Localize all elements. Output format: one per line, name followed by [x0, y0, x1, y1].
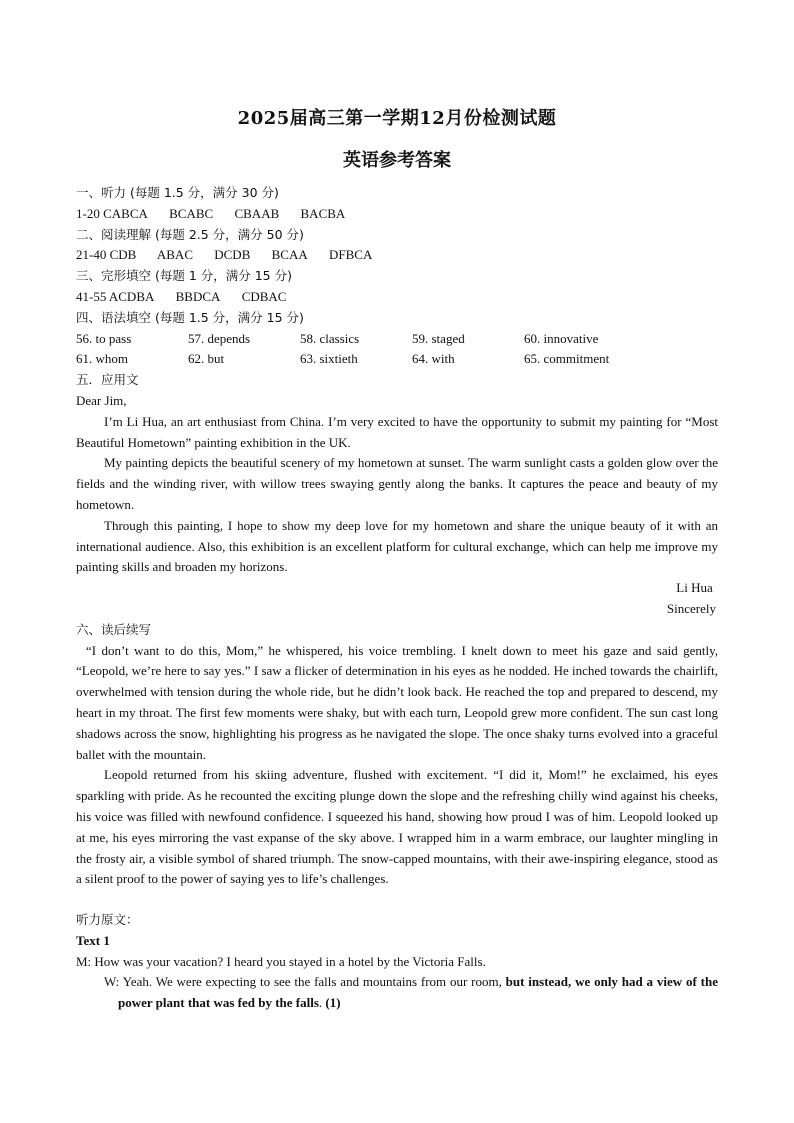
letter-closing: Sincerely [666, 600, 716, 616]
transcript-heading: 听力原文： [76, 912, 139, 928]
transcript-w-punct: . [318, 995, 326, 1011]
letter-greeting: Dear Jim, [76, 392, 127, 408]
cloze-heading: 三、完形填空 (每题 1 分，满分 15 分) [76, 268, 292, 284]
reading-range: 21-40 [76, 247, 110, 263]
continuation-paragraph: Leopold returned from his skiing adventure, flushed with excitement. “I did it, Mom!” he exclaimed, his eyes sparkling with pride. As he recounted the exciting plunge down the slope and the refreshing chilly wind against his cheeks, his voice was filled with newfound confidence. I squeezed his hand, showing how proud I was of him. Leopold looked up at me, his eyes mirroring the vast expanse of the sky above. I wrapped him in a warm embrace, our laughter mingling in the frosty air, a visible symbol of shared triumph. The snow-capped mountains, with their awe-inspiring elegance, stood as a silent proof to the power of saying yes to life’s challenges. [76, 767, 718, 887]
grammar-answer: 63. sixtieth [300, 351, 358, 367]
letter-paragraph: My painting depicts the beautiful scenery of my hometown at sunset. The warm sunlight casts a golden glow over the fields and the winding river, with willow trees swaying gently along the banks. It captures the peace and beauty of my hometown. [76, 455, 718, 512]
continuation-heading: 六、读后续写 [76, 621, 152, 637]
answer-content [76, 183, 718, 1014]
answer-group: ACDBA [108, 288, 155, 304]
listening-heading: 一、听力 (每题 1.5 分，满分 30 分) [76, 185, 279, 200]
cloze-range: 41-55 [76, 288, 109, 304]
transcript-line-m: M: How was your vacation? I heard you stayed in a hotel by the Victoria Falls. [76, 953, 486, 969]
reading-heading: 二、阅读理解 (每题 2.5 分，满分 50 分) [76, 226, 304, 242]
answer-group: BCABC [169, 205, 214, 221]
transcript-line-w [76, 972, 718, 1014]
cloze-answers [76, 287, 718, 308]
answer-group: DCDB [214, 247, 251, 263]
transcript-w-key-text: but instead, we only had a view of the power plant that was fed by the falls [118, 974, 718, 1011]
answer-group: BBDCA [175, 288, 221, 304]
grammar-answer: 56. to pass [76, 330, 132, 346]
grammar-answer: 61. whom [76, 351, 128, 367]
page-title: 2025届高三第一学期12月份检测试题 [237, 108, 557, 129]
signature-name-text: Li Hua [676, 580, 713, 596]
letter-paragraph: Through this painting, I hope to show my deep love for my hometown and share the unique beauty of it with an international audience. Also, this exhibition is an excellent platform for cultural exchange, which can help me improve my painting skills and broaden my horizons. [76, 517, 718, 575]
listening-answers [76, 204, 718, 225]
grammar-answer: 57. depends [188, 330, 251, 346]
transcript-w-text: W: Yeah. We were expecting to see the falls and mountains from our room, [104, 974, 506, 990]
grammar-heading: 四、语法填空 (每题 1.5 分，满分 15 分) [76, 309, 304, 325]
page-subtitle: 英语参考答案 [343, 150, 451, 171]
reading-answers [76, 245, 718, 266]
answer-group: BACBA [300, 205, 346, 221]
answer-group: DFBCA [329, 247, 373, 263]
answer-group: CABCA [103, 205, 148, 221]
answer-group: CDB [109, 247, 137, 263]
grammar-row-2 [76, 349, 718, 370]
answer-group: ABAC [156, 247, 193, 263]
grammar-answer: 60. innovative [524, 330, 599, 346]
grammar-row-1 [76, 329, 718, 350]
writing-heading: 五．应用文 [76, 372, 139, 388]
letter-paragraph: I’m Li Hua, an art enthusiast from China. I’m very excited to have the opportunity to submit my painting for “Most Beautiful Hometown” painting exhibition in the UK. [76, 413, 718, 450]
answer-group: CBAAB [234, 205, 280, 221]
answer-group: BCAA [271, 247, 308, 263]
grammar-answer: 58. classics [300, 330, 360, 346]
answer-group: CDBAC [241, 288, 287, 304]
transcript-question-mark: (1) [325, 995, 341, 1011]
transcript-text-label: Text 1 [76, 932, 110, 948]
grammar-answer: 65. commitment [524, 351, 610, 367]
listening-range: 1-20 [76, 205, 104, 221]
grammar-answer: 59. staged [412, 330, 465, 346]
continuation-paragraph: “I don’t want to do this, Mom,” he whispered, his voice trembling. I knelt down to meet his gaze and said gently, “Leopold, we’re here to say yes.” I saw a flicker of determination in his eyes as he nodded. He inched towards the chairlift, overwhelmed with tension during the whole ride, but he didn’t look back. He reached the top and prepared to descend, my heart in my throat. The first few moments were shaky, but with each turn, Leopold grew more confident. The sun cast long shadows across the snow, highlighting his progress as he navigated the slope. The once shaky turns evolved into a graceful ballet with the mountain. [76, 642, 718, 762]
grammar-answer: 62. but [188, 351, 225, 367]
grammar-answer: 64. with [412, 351, 455, 367]
letter-signature-name [76, 578, 718, 599]
